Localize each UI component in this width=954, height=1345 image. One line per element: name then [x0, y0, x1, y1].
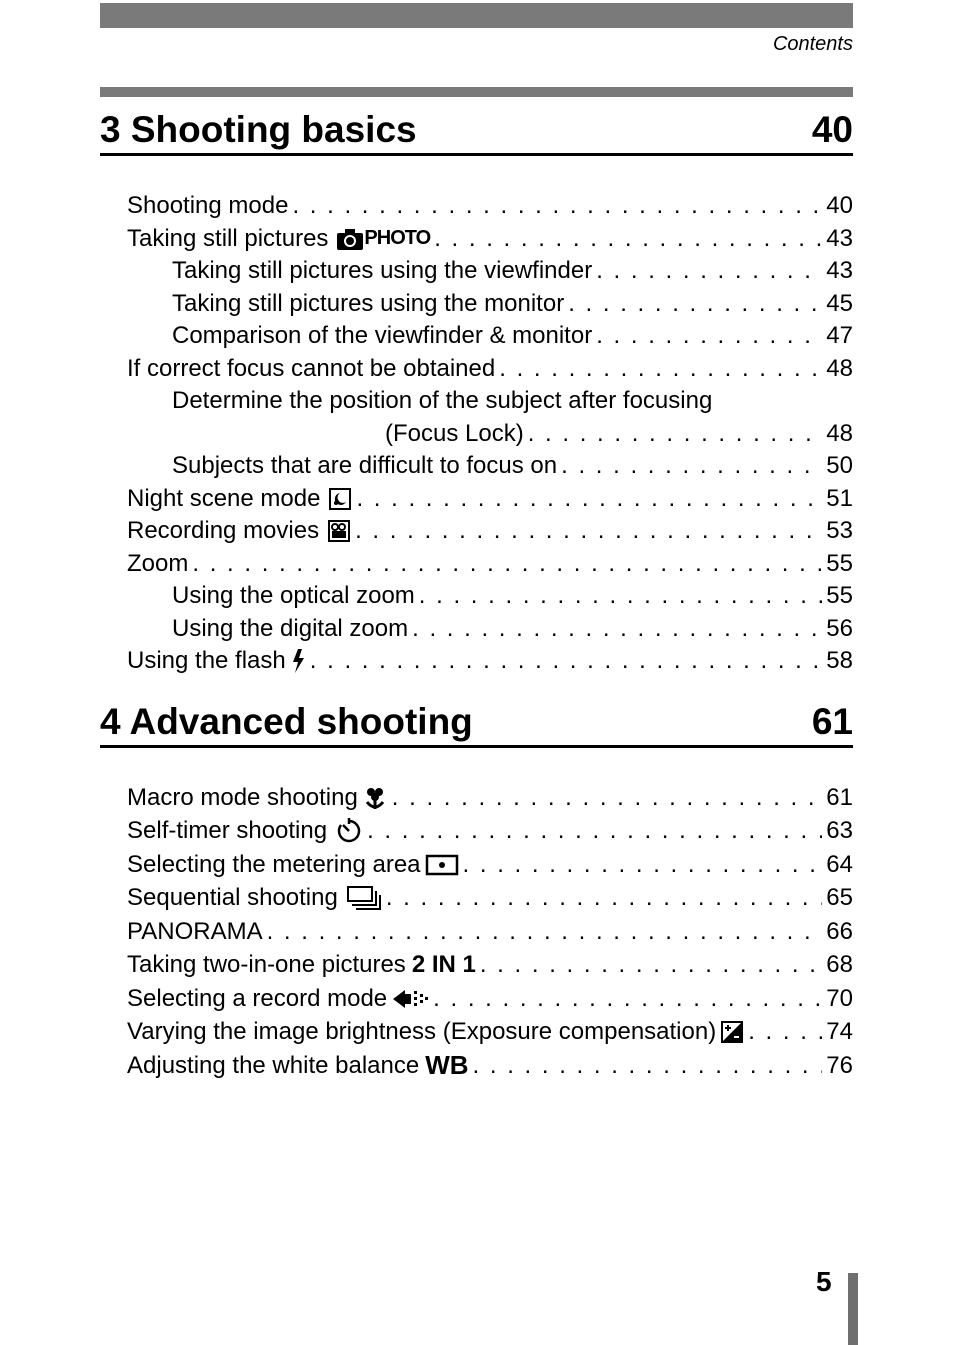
leader-dots: [434, 225, 822, 253]
entry-page: 40: [826, 192, 853, 220]
movie-icon: [327, 519, 351, 543]
entry-label: Zoom: [127, 549, 189, 577]
entry-label: Recording movies: [127, 517, 320, 545]
entry-label: Using the digital zoom: [172, 614, 409, 642]
leader-dots: [386, 884, 822, 912]
leader-dots: [419, 582, 823, 610]
entry-page: 50: [826, 452, 853, 480]
leader-dots: [356, 485, 822, 513]
leader-dots: [367, 817, 822, 845]
entry-page: 47: [826, 322, 853, 350]
leader-dots: [412, 615, 822, 643]
leader-dots: [292, 192, 822, 220]
toc-entry[interactable]: [127, 982, 853, 1016]
toc-entry[interactable]: [127, 915, 853, 949]
entry-label: Macro mode shooting: [127, 783, 358, 811]
entry-page: 74: [826, 1018, 853, 1046]
exposure-compensation-icon: [720, 1020, 744, 1044]
camera-photo-icon: PHOTO: [336, 227, 430, 251]
leader-dots: [310, 647, 823, 675]
entry-label: Shooting mode: [127, 192, 289, 220]
toc-entry[interactable]: [127, 385, 853, 418]
leader-dots: [473, 1052, 823, 1080]
leader-dots: [561, 452, 822, 480]
toc-entry[interactable]: [127, 320, 853, 353]
entry-page: 48: [826, 354, 853, 382]
page-edge-bar: [848, 1273, 858, 1345]
chapter-heading: [100, 699, 853, 748]
leader-dots: [748, 1018, 822, 1046]
page-number: 5: [816, 1266, 832, 1297]
toc-entry[interactable]: [127, 353, 853, 386]
toc-entry[interactable]: [127, 483, 853, 516]
running-head: Contents: [772, 33, 853, 55]
entry-label: Comparison of the viewfinder & monitor: [172, 322, 593, 350]
leader-dots: [596, 322, 822, 350]
toc-entry[interactable]: [127, 949, 853, 983]
toc-entry[interactable]: [127, 1049, 853, 1083]
leader-dots: [392, 784, 823, 812]
toc-entry[interactable]: [127, 645, 853, 678]
toc-entry[interactable]: [127, 450, 853, 483]
entry-label: Taking still pictures using the viewfinder: [172, 257, 593, 285]
entry-page: 45: [826, 289, 853, 317]
leader-dots: [596, 257, 822, 285]
toc-entry[interactable]: [127, 548, 853, 581]
entry-page: 58: [826, 647, 853, 675]
self-timer-icon: [335, 817, 363, 845]
entry-page: 64: [826, 850, 853, 878]
entry-label: Taking still pictures: [127, 224, 329, 252]
toc-entry[interactable]: [127, 882, 853, 916]
entry-label: Varying the image brightness (Exposure compensation): [127, 1018, 717, 1046]
leader-dots: [267, 918, 823, 946]
toc-entry[interactable]: [127, 418, 853, 451]
entry-page: 43: [826, 257, 853, 285]
toc-entry[interactable]: [127, 815, 853, 849]
entry-label: If correct focus cannot be obtained: [127, 354, 496, 382]
header-bar: [100, 3, 853, 28]
entry-label: Adjusting the white balance: [127, 1051, 420, 1079]
entry-label: Sequential shooting: [127, 884, 338, 912]
leader-dots: [355, 517, 822, 545]
entry-page: 66: [826, 917, 853, 945]
two-in-one-icon: 2 IN 1: [411, 951, 476, 979]
entry-page: 63: [826, 817, 853, 845]
entry-page: 68: [826, 951, 853, 979]
entry-page: 51: [826, 484, 853, 512]
night-scene-icon: [328, 487, 352, 511]
entry-page: 65: [826, 884, 853, 912]
entry-label: Selecting a record mode: [127, 984, 388, 1012]
entry-page: 61: [826, 783, 853, 811]
entry-page: 43: [826, 224, 853, 252]
entry-label: Using the flash: [127, 647, 286, 675]
chapter-page: 40: [811, 109, 853, 150]
entry-label: Taking still pictures using the monitor: [172, 289, 565, 317]
entry-label: Determine the position of the subject after focusing: [172, 387, 713, 415]
white-balance-icon: WB: [425, 1050, 469, 1081]
sequential-icon: [346, 885, 382, 911]
entry-label: Taking two-in-one pictures: [127, 951, 406, 979]
toc-entry[interactable]: [127, 781, 853, 815]
entry-label: Using the optical zoom: [172, 582, 415, 610]
entry-page: 76: [826, 1051, 853, 1079]
entry-page: 55: [826, 582, 853, 610]
macro-flower-icon: [362, 785, 388, 811]
toc-entry[interactable]: [127, 580, 853, 613]
entry-page: 56: [826, 614, 853, 642]
toc-entry[interactable]: [127, 223, 853, 256]
leader-dots: [480, 951, 822, 979]
entry-page: 53: [826, 517, 853, 545]
chapter-heading: [100, 107, 853, 156]
toc-entry[interactable]: [127, 613, 853, 646]
flash-icon: [290, 648, 306, 674]
leader-dots: [568, 290, 822, 318]
leader-dots: [463, 851, 823, 879]
entry-label: Night scene mode: [127, 484, 321, 512]
toc-entry[interactable]: [127, 515, 853, 548]
toc-section: [127, 190, 853, 678]
toc-entry[interactable]: [127, 190, 853, 223]
leader-dots: [192, 550, 822, 578]
section-bar: [100, 87, 853, 97]
toc-entry[interactable]: [127, 255, 853, 288]
leader-dots: [499, 355, 822, 383]
entry-page: 70: [826, 984, 853, 1012]
entry-page: 48: [826, 419, 853, 447]
record-mode-icon: [391, 986, 429, 1012]
entry-label: Subjects that are difficult to focus on: [172, 452, 558, 480]
toc-entry[interactable]: [127, 1016, 853, 1050]
leader-dots: [528, 420, 823, 448]
leader-dots: [433, 985, 822, 1013]
entry-label: (Focus Lock): [385, 419, 524, 447]
entry-label: Selecting the metering area: [127, 850, 421, 878]
entry-label: Self-timer shooting: [127, 817, 328, 845]
entry-label: PANORAMA: [127, 917, 263, 945]
chapter-title: 3 Shooting basics: [100, 109, 417, 150]
chapter-page: 61: [811, 701, 853, 742]
toc-entry[interactable]: [127, 288, 853, 321]
entry-page: 55: [826, 549, 853, 577]
toc-entry[interactable]: [127, 848, 853, 882]
metering-spot-icon: [425, 854, 459, 876]
toc-section: [127, 781, 853, 1083]
chapter-title: 4 Advanced shooting: [100, 701, 473, 742]
